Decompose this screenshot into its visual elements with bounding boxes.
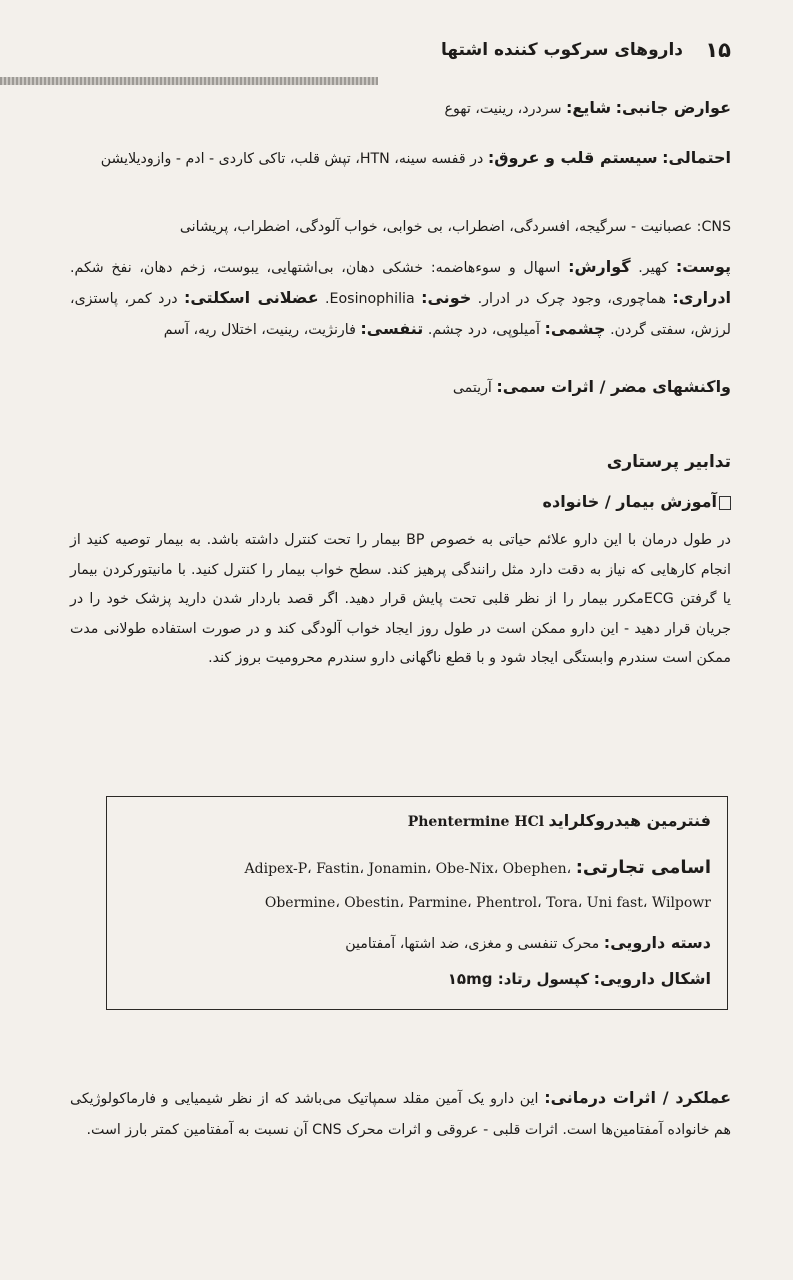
side-effects-cardio-block	[70, 143, 731, 174]
trade-line-1: Adipex-P، Fastin، Jonamin، Obe-Nix، Obephen،	[244, 861, 572, 877]
adverse-line	[70, 374, 731, 401]
cns-text: CNS: عصبانیت - سرگیجه، افسردگی، اضطراب، بی خوابی، خواب آلودگی، اضطراب، پریشانی	[179, 219, 731, 235]
blood-label: خونی:	[421, 288, 472, 307]
running-title: داروهای سرکوب کننده اشتها	[440, 40, 683, 60]
common-label: شایع:	[565, 98, 612, 117]
musculo-label: عضلانی اسکلتی:	[183, 288, 319, 307]
side-effects-common-line	[70, 95, 731, 122]
checkbox-icon	[719, 496, 731, 510]
drug-name-line	[123, 811, 711, 830]
common-text: سردرد، رینیت، تهوع	[444, 101, 562, 117]
skin-label: پوست:	[675, 257, 731, 276]
action-paragraph	[70, 1082, 731, 1146]
trade-line-2: Obermine، Obestin، Parmine، Phentrol، Tora، Uni fast، Wilpowr	[264, 895, 711, 911]
adverse-label: واکنشهای مضر / اثرات سمی:	[496, 377, 731, 396]
drug-class-line	[123, 933, 711, 952]
side-effects-systems-block	[70, 252, 731, 345]
page-header	[40, 36, 731, 72]
urinary-text: هماچوری، وجود چرک در ادرار.	[477, 291, 666, 307]
cardio-label: سیستم قلب و عروق:	[487, 148, 658, 167]
forms-label: اشکال دارویی:	[593, 969, 711, 988]
class-text: محرک تنفسی و مغزی، ضد اشتها، آمفتامین	[345, 936, 600, 952]
nursing-title: تدابیر پرستاری	[606, 452, 731, 472]
eye-label: چشمی:	[544, 319, 606, 338]
urinary-label: ادراری:	[672, 288, 732, 307]
adverse-text: آریتمی	[452, 380, 492, 396]
header-rule	[0, 77, 378, 85]
possible-label: احتمالی:	[662, 148, 731, 167]
forms-text: کپسول رتاد: ۱۵mg	[447, 970, 590, 988]
class-label: دسته دارویی:	[603, 933, 711, 952]
drug-name-en: Phentermine HCl	[407, 814, 545, 830]
education-title: آموزش بیمار / خانواده	[542, 492, 717, 511]
gi-label: گوارش:	[568, 257, 631, 276]
trade-label: اسامی تجارتی:	[575, 857, 711, 878]
eye-text: آمیلوپی، درد چشم.	[427, 322, 540, 338]
skin-text: کهیر.	[638, 260, 669, 276]
gi-text: اسهال و سوءهاضمه: خشکی دهان، بی‌اشتهایی، یبوست، زخم دهان، نفخ شکم.	[70, 260, 561, 276]
action-label: عملکرد / اثرات درمانی:	[544, 1088, 732, 1107]
cns-line	[70, 214, 731, 240]
page-number: ۱۵	[705, 38, 731, 62]
drug-name-fa: فنترمین هیدروکلراید	[548, 811, 711, 830]
resp-text: فارنژیت، رینیت، اختلال ریه، آسم	[163, 322, 356, 338]
education-heading	[543, 492, 731, 511]
trade-names-line-2	[123, 895, 711, 911]
drug-info-box	[106, 796, 728, 1010]
side-effects-heading: عوارض جانبی:	[615, 98, 731, 117]
resp-label: تنفسی:	[360, 319, 424, 338]
education-paragraph: در طول درمان با این دارو علائم حیاتی به خصوص BP بیمار را تحت کنترل داشته باشد. به بیمار توصیه کنید از انجام کارهایی که نیاز به دقت دارد مثل رانندگی پرهیز کند. سطح خواب بیمار را کنترل کنید. با مانیتورکردن بیمار یا گرفتن ECGمکرر بیمار را از نظر قلبی تحت پایش قرار دهید. اگر قصد باردار شدن دارید پزشک خود را در جریان قرار دهید - این دارو ممکن است در طول روز ایجاد خواب آلودگی کند و در صورت استفاده طولانی مدت ممکن است سندرم وابستگی ایجاد شود و با قطع ناگهانی دارو سندرم محرومیت بروز کند.	[70, 532, 731, 666]
blood-text: Eosinophilia.	[325, 291, 415, 307]
drug-forms-line	[123, 969, 711, 988]
action-text: این دارو یک آمین مقلد سمپاتیک می‌باشد که از نظر شیمیایی و فارماکولوژیکی هم خانواده آمفتامین‌ها است. اثرات قلبی - عروقی و اثرات محرک CNS آن نسبت به آمفتامین کمتر بارز است.	[70, 1091, 731, 1138]
musculo-text: درد کمر، پاستزی، لرزش، سفتی گردن.	[70, 291, 731, 338]
cardio-text: در قفسه سینه، HTN، تپش قلب، تاکی کاردی - ادم - وازودیلایشن	[100, 151, 484, 167]
trade-names-line	[123, 857, 711, 878]
